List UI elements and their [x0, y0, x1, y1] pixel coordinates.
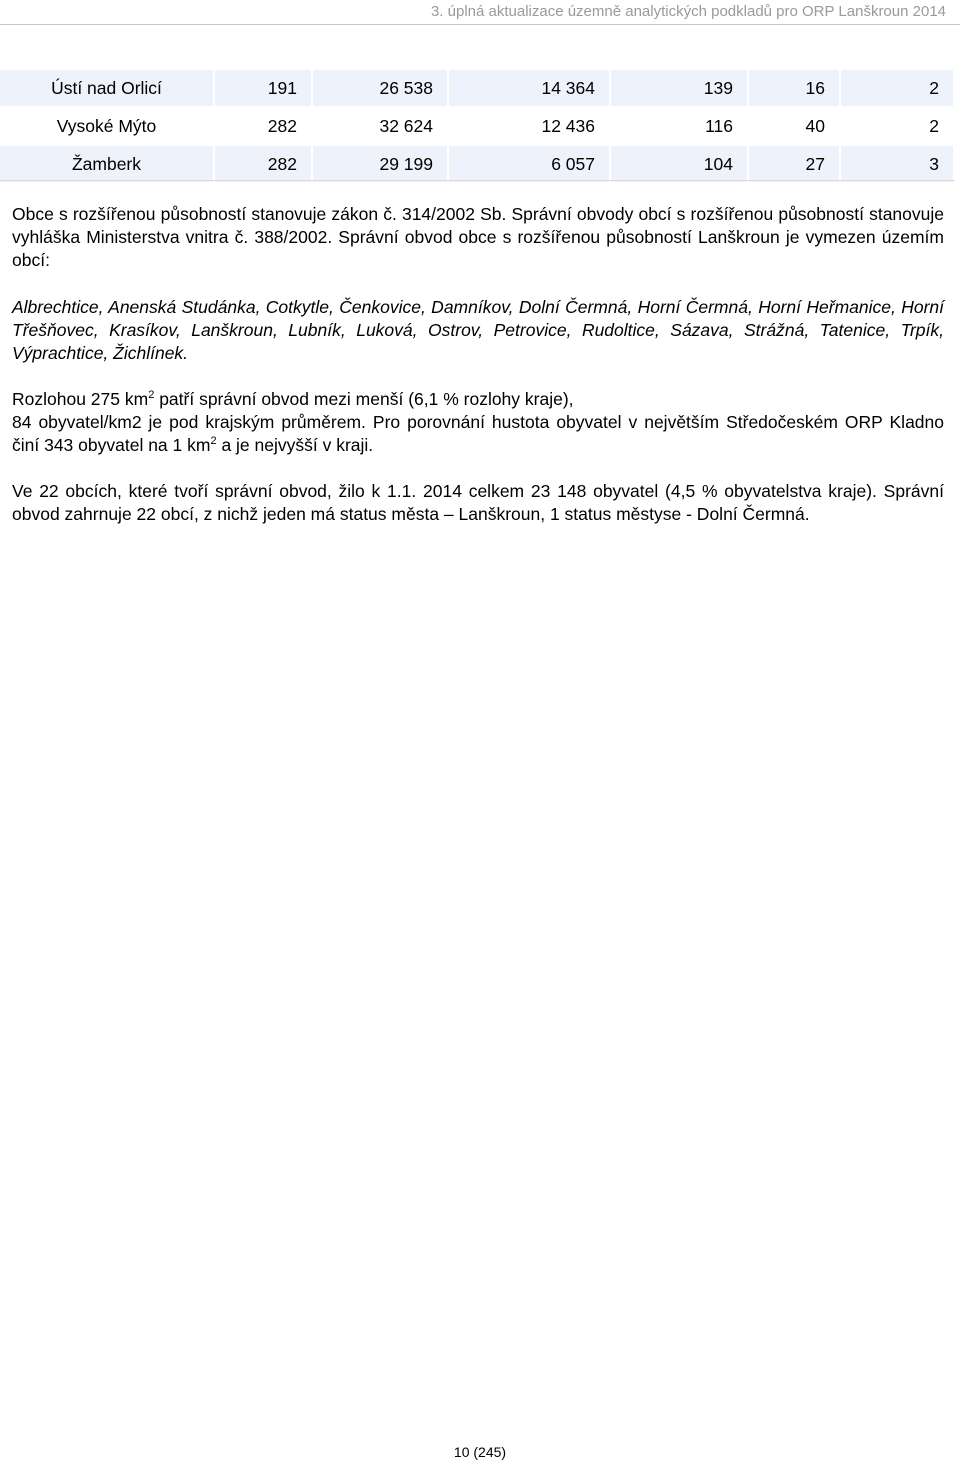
page-number: 10 (245)	[453, 1444, 507, 1460]
district-table-body	[0, 70, 955, 184]
table-row	[0, 146, 955, 184]
table-cell-district: Ústí nad Orlicí	[0, 70, 215, 108]
area-text-2: patří správní obvod mezi menší (6,1 % rozlohy kraje),	[154, 389, 574, 409]
document-body	[12, 203, 944, 526]
district-table	[0, 70, 955, 184]
table-divider	[0, 180, 955, 181]
table-cell-value: 282	[215, 146, 313, 184]
document-title: 3. úplná aktualizace územně analytických podkladů pro ORP Lanškroun 2014	[430, 3, 946, 20]
area-text-1: Rozlohou 275 km	[12, 389, 149, 409]
table-cell-district: Vysoké Mýto	[0, 108, 215, 146]
table-cell-value: 32 624	[313, 108, 449, 146]
table-cell-value: 40	[749, 108, 841, 146]
table-cell-district: Žamberk	[0, 146, 215, 184]
table-cell-value: 16	[749, 70, 841, 108]
table-cell-value: 12 436	[449, 108, 611, 146]
area-text-4: a je nejvyšší v kraji.	[216, 435, 374, 455]
table-cell-value: 104	[611, 146, 749, 184]
table-row	[0, 70, 955, 108]
table-cell-value: 2	[841, 108, 955, 146]
municipality-list: Albrechtice, Anenská Studánka, Cotkytle, Čenkovice, Damníkov, Dolní Čermná, Horní Čermná, Horní Heřmanice, Horní Třešňovec, Krasíkov, Lanškroun, Lubník, Luková, Ostrov, Petrovice, Rudoltice, Sázava, Strážná, Tatenice, Trpík, Výprachtice, Žichlínek.	[12, 297, 944, 363]
area-superscript-2: 2	[210, 435, 217, 447]
area-superscript-1: 2	[148, 389, 155, 401]
area-paragraph	[12, 388, 944, 457]
law-paragraph: Obce s rozšířenou působností stanovuje zákon č. 314/2002 Sb. Správní obvody obcí s rozšířenou působností stanovuje vyhláška Ministerstva vnitra č. 388/2002. Správní obvod obce s rozšířenou působností Lanškroun je vymezen územím obcí:	[12, 204, 944, 270]
table-cell-value: 26 538	[313, 70, 449, 108]
table-cell-value: 14 364	[449, 70, 611, 108]
table-cell-value: 27	[749, 146, 841, 184]
table-row	[0, 108, 955, 146]
page-header	[0, 0, 960, 22]
table-cell-value: 6 057	[449, 146, 611, 184]
population-paragraph: Ve 22 obcích, které tvoří správní obvod, žilo k 1.1. 2014 celkem 23 148 obyvatel (4,5 % obyvatelstva kraje). Správní obvod zahrnuje 22 obcí, z nichž jeden má status města – Lanškroun, 1 status městyse - Dolní Čermná.	[12, 481, 944, 524]
table-cell-value: 282	[215, 108, 313, 146]
table-cell-value: 3	[841, 146, 955, 184]
table-cell-value: 29 199	[313, 146, 449, 184]
table-cell-value: 191	[215, 70, 313, 108]
table-cell-value: 116	[611, 108, 749, 146]
table-cell-value: 2	[841, 70, 955, 108]
header-divider	[0, 24, 960, 25]
table-cell-value: 139	[611, 70, 749, 108]
area-text-3: 84 obyvatel/km2 je pod krajským průměrem. Pro porovnání hustota obyvatel v největším Středočeském ORP Kladno činí 343 obyvatel na 1 km	[12, 412, 944, 455]
